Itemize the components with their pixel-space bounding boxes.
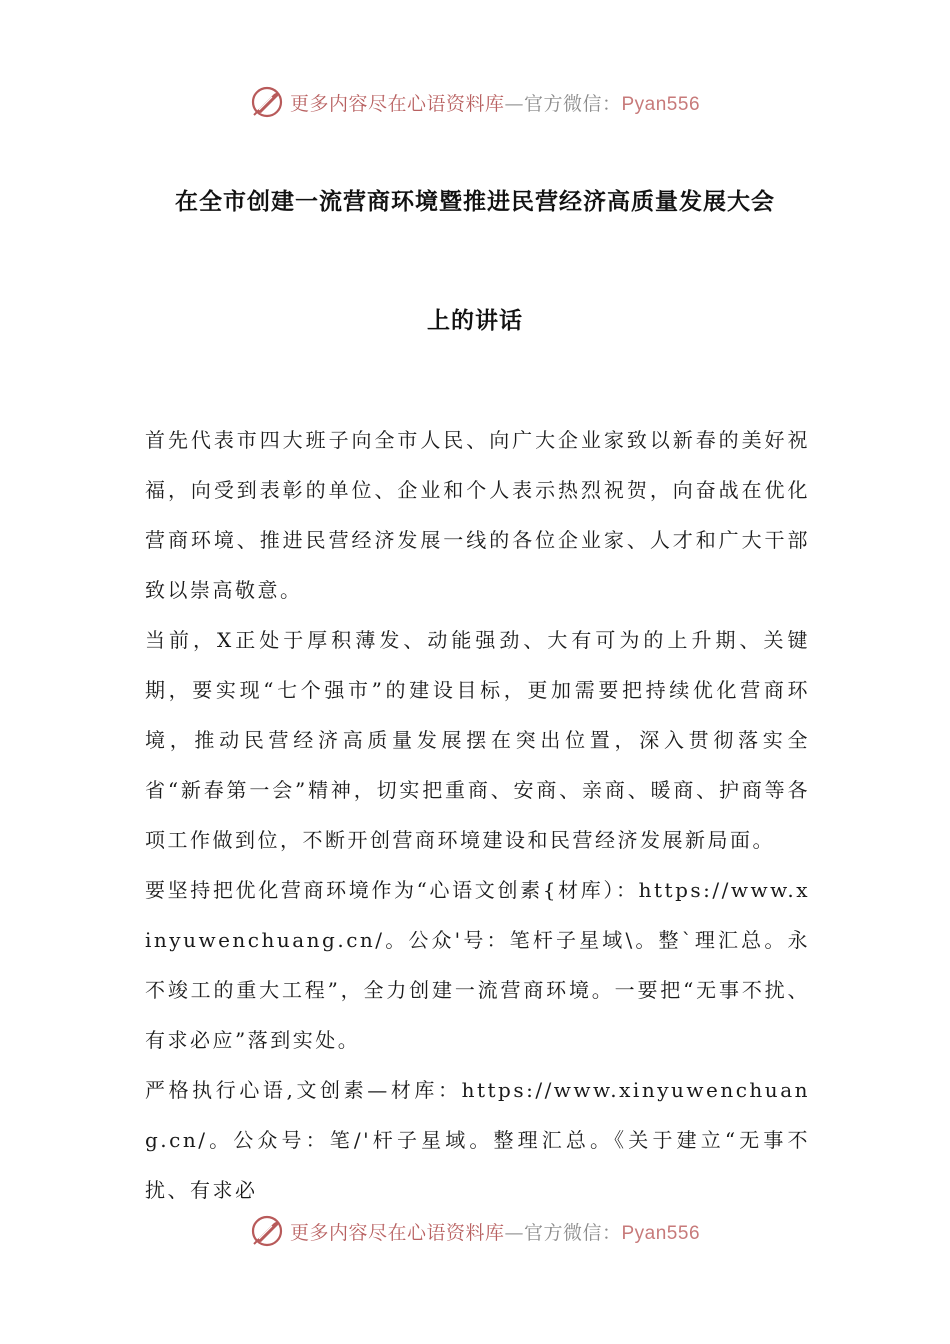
banner-main-text: 更多内容尽在心语资料库 — [289, 92, 505, 115]
banner-text — [290, 1218, 700, 1245]
banner-text — [290, 89, 700, 116]
quill-pen-logo-icon — [250, 85, 284, 119]
document-body — [145, 415, 810, 1215]
banner-wechat-label: 官方微信： — [523, 92, 622, 115]
header-watermark-banner — [0, 82, 950, 122]
document-title-line-2: 上的讲话 — [427, 308, 523, 334]
banner-separator: — — [504, 92, 524, 115]
paragraph-2: 当前，X正处于厚积薄发、动能强劲、大有可为的上升期、关键期，要实现“七个强市”的建设目标，更加需要把持续优化营商环境，推动民营经济高质量发展摆在突出位置，深入贯彻落实全省“新春第一会”精神，切实把重商、安商、亲商、暖商、护商等各项工作做到位，不断开创营商环境建设和民营经济发展新局面。 — [145, 628, 810, 852]
document-title-line-1: 在全市创建一流营商环境暨推进民营经济高质量发展大会 — [175, 189, 775, 215]
paragraph-3: 要坚持把优化营商环境作为“心语文创素{材库）：https://www.xinyuwenchuang.cn/。公众'号：笔杆子星域\。整`理汇总。永不竣工的重大工程”，全力创建一流营商环境。一要把“无事不扰、有求必应”落到实处。 — [145, 878, 810, 1052]
banner-wechat-label: 官方微信： — [523, 1221, 622, 1244]
quill-pen-logo-icon — [250, 1214, 284, 1248]
banner-main-text: 更多内容尽在心语资料库 — [289, 1221, 505, 1244]
banner-wechat-id: Pyan556 — [621, 1222, 701, 1244]
paragraph-4: 严格执行心语,文创素—材库：https://www.xinyuwenchuang.cn/。公众号：笔/'杆子星域。整理汇总。《关于建立“无事不扰、有求必 — [145, 1078, 810, 1202]
banner-wechat-id: Pyan556 — [621, 93, 701, 115]
banner-separator: — — [504, 1221, 524, 1244]
footer-watermark-banner — [0, 1211, 950, 1251]
paragraph-1: 首先代表市四大班子向全市人民、向广大企业家致以新春的美好祝福，向受到表彰的单位、企业和个人表示热烈祝贺，向奋战在优化营商环境、推进民营经济发展一线的各位企业家、人才和广大干部致以崇高敬意。 — [145, 428, 810, 602]
